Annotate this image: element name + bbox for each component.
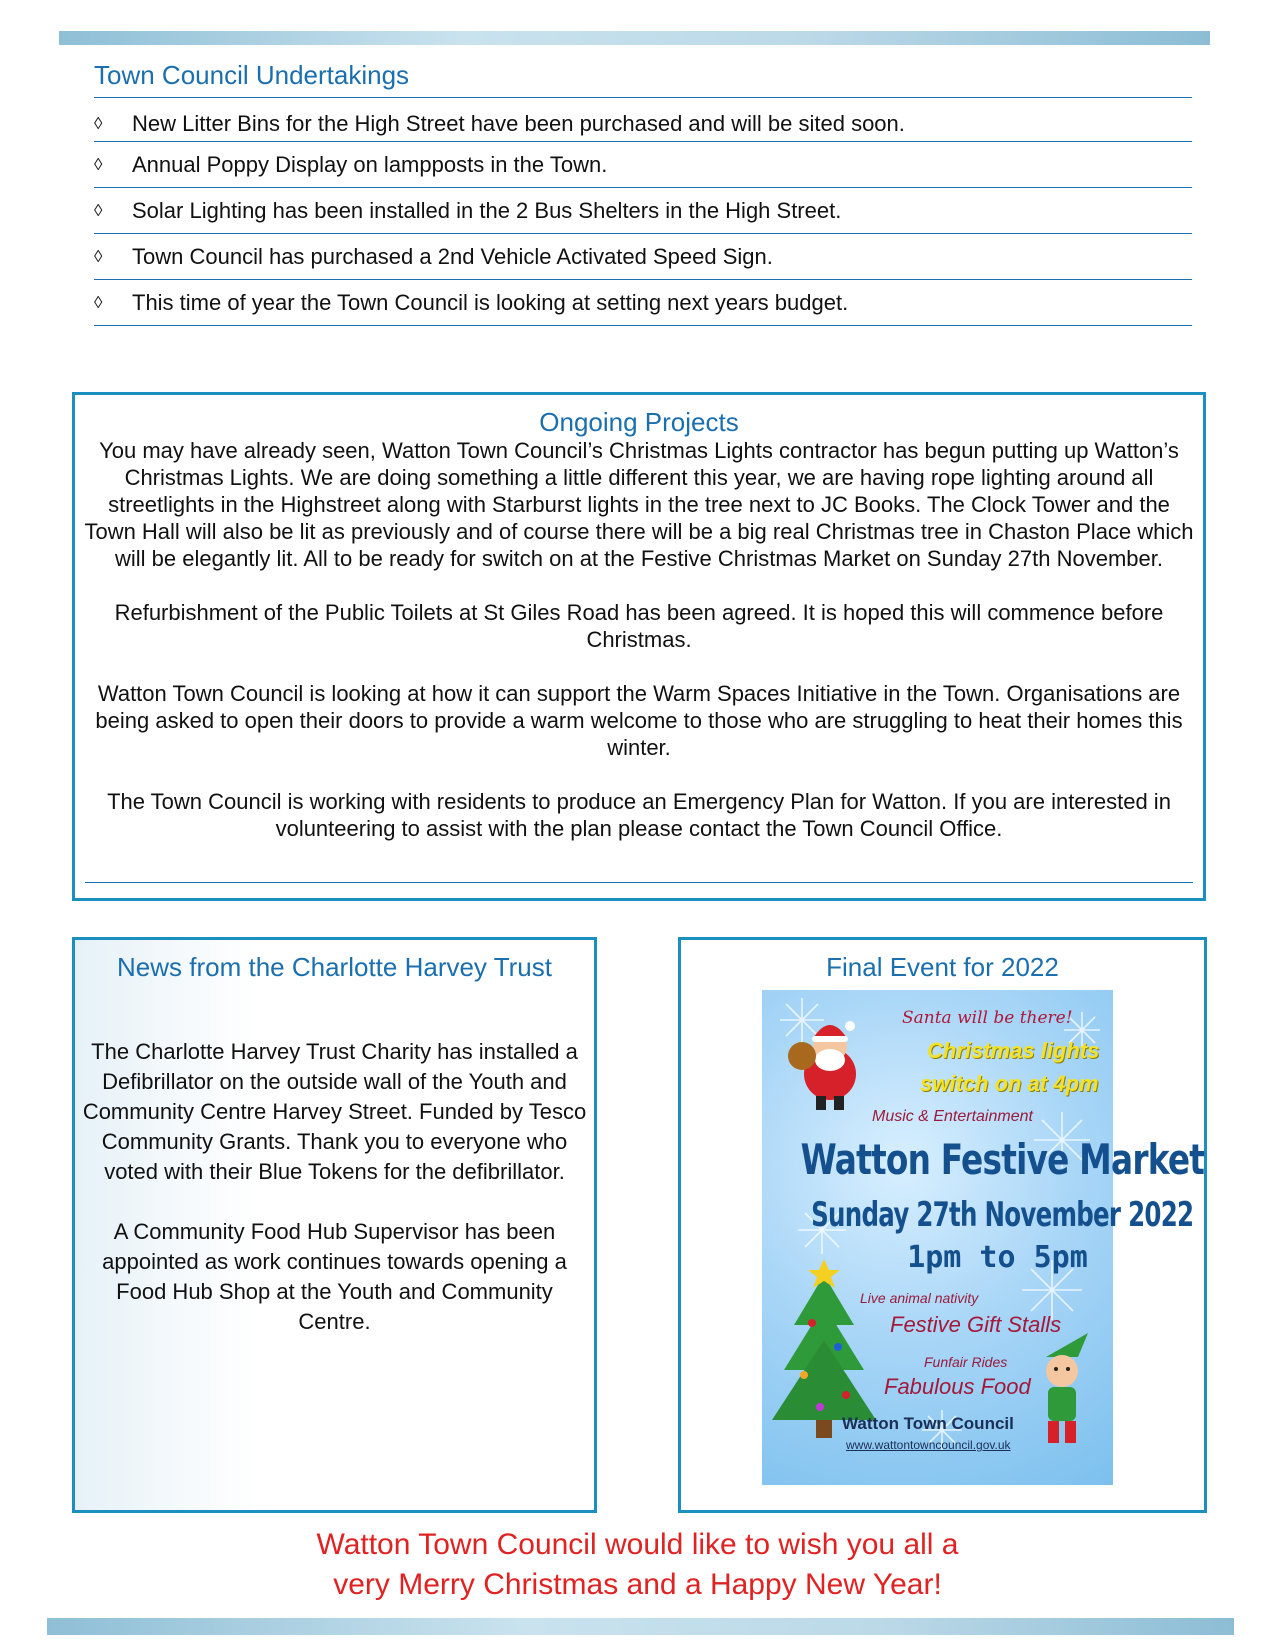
list-item-text: Town Council has purchased a 2nd Vehicle Activated Speed Sign.	[132, 244, 773, 269]
projects-body	[75, 437, 1203, 842]
trust-body	[75, 1037, 594, 1337]
projects-paragraph: Watton Town Council is looking at how it can support the Warm Spaces Initiative in the Town. Organisations are being asked to open their doors to provide a warm welcome to those who are struggling to heat their homes this winter.	[95, 681, 1183, 760]
projects-paragraph: You may have already seen, Watton Town Council’s Christmas Lights contractor has begun putting up Watton’s Christmas Lights. We are doing something a little different this year, we are having rope lighting around all streetlights in the Highstreet along with Starburst lights in the tree next to JC Books. The Clock Tower and the Town Hall will also be lit as previously and of course there will be a big real Christmas tree in Chaston Place which will be elegantly lit. All to be ready for switch on at the Festive Christmas Market on Sunday 27th November.	[84, 438, 1194, 571]
trust-title: News from the Charlotte Harvey Trust	[117, 952, 552, 982]
diamond-bullet-icon: ◊	[94, 293, 103, 312]
list-item-text: New Litter Bins for the High Street have been purchased and will be sited soon.	[132, 111, 905, 136]
list-item	[94, 280, 1192, 326]
poster-lights-line-1: Christmas lights	[927, 1038, 1100, 1063]
projects-paragraph: Refurbishment of the Public Toilets at St Giles Road has been agreed. It is hoped this will commence before Christmas.	[114, 600, 1164, 652]
diamond-bullet-icon: ◊	[94, 155, 103, 174]
christmas-tree-icon	[772, 1259, 876, 1438]
trust-paragraph: A Community Food Hub Supervisor has been appointed as work continues towards opening a Food Hub Shop at the Youth and Community Centre.	[102, 1219, 567, 1334]
greeting-line-1: Watton Town Council would like to wish you all a	[316, 1528, 959, 1561]
projects-divider	[85, 882, 1193, 883]
bottom-decorative-bar	[47, 1618, 1234, 1635]
diamond-bullet-icon: ◊	[94, 114, 103, 133]
undertakings-title: Town Council Undertakings	[94, 60, 1192, 98]
poster-council-name: Watton Town Council	[842, 1414, 1014, 1433]
list-item	[94, 234, 1192, 280]
poster-website-link[interactable]: www.wattontowncouncil.gov.uk	[846, 1438, 1011, 1452]
projects-title: Ongoing Projects	[539, 407, 739, 437]
list-item	[94, 98, 1192, 142]
top-decorative-bar	[59, 31, 1210, 45]
list-item-text: Solar Lighting has been installed in the 2 Bus Shelters in the High Street.	[132, 198, 842, 223]
projects-paragraph: The Town Council is working with residents to produce an Emergency Plan for Watton. If you are interested in volunteering to assist with the plan please contact the Town Council Office.	[107, 789, 1171, 841]
list-item-text: Annual Poppy Display on lampposts in the Town.	[132, 152, 608, 177]
list-item	[94, 188, 1192, 234]
santa-icon	[788, 1021, 856, 1110]
charlotte-harvey-trust-box	[72, 937, 597, 1513]
poster-time: 1pm to 5pm	[907, 1240, 1088, 1275]
greeting-line-2: very Merry Christmas and a Happy New Year!	[333, 1568, 942, 1601]
poster-santa-text: Santa will be there!	[902, 1008, 1073, 1028]
ongoing-projects-box	[72, 392, 1206, 901]
poster-market-title: Watton Festive Market	[800, 1135, 1205, 1184]
poster-lights-line-2: switch on at 4pm	[920, 1071, 1099, 1096]
poster-nativity-text: Live animal nativity	[860, 1290, 979, 1306]
undertakings-list	[94, 98, 1192, 326]
trust-paragraph: The Charlotte Harvey Trust Charity has installed a Defibrillator on the outside wall of the Youth and Community Centre Harvey Street. Funded by Tesco Community Grants. Thank you to everyone who voted with their Blue Tokens for the defibrillator.	[82, 1039, 587, 1184]
elf-icon	[1046, 1333, 1088, 1443]
poster-artwork	[762, 990, 1205, 1485]
christmas-greeting	[0, 1525, 1275, 1605]
list-item-text: This time of year the Town Council is looking at setting next years budget.	[132, 290, 849, 315]
poster-music-text: Music & Entertainment	[872, 1108, 1033, 1125]
poster-date: Sunday 27th November 2022	[811, 1195, 1194, 1235]
poster-gift-stalls-text: Festive Gift Stalls	[890, 1312, 1062, 1337]
diamond-bullet-icon: ◊	[94, 247, 103, 266]
final-event-box	[678, 937, 1207, 1513]
undertakings-section	[94, 60, 1192, 326]
festive-market-poster	[762, 990, 1205, 1485]
event-title: Final Event for 2022	[826, 952, 1059, 982]
list-item	[94, 142, 1192, 188]
diamond-bullet-icon: ◊	[94, 201, 103, 220]
poster-funfair-text: Funfair Rides	[924, 1354, 1008, 1370]
poster-food-text: Fabulous Food	[884, 1374, 1031, 1399]
